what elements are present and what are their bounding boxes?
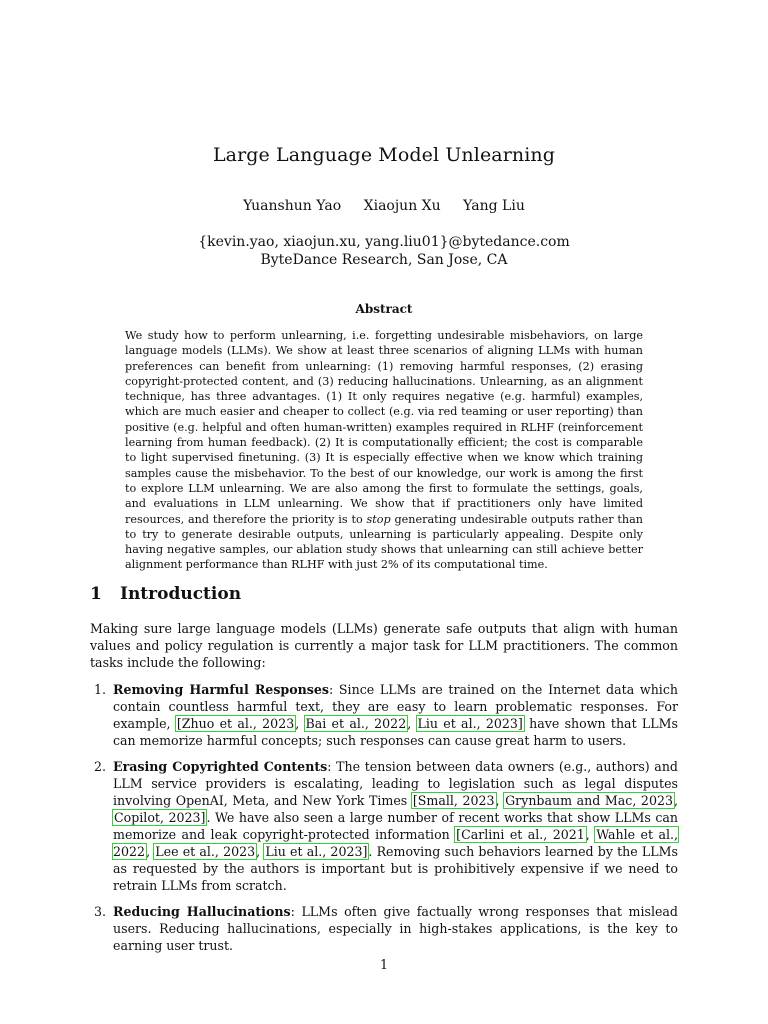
list-item-label: Reducing Hallucinations xyxy=(113,904,291,919)
list-item-label: Removing Harmful Responses xyxy=(113,682,329,697)
author-name: Yuanshun Yao xyxy=(243,198,342,214)
page-number: 1 xyxy=(379,957,388,972)
list-item xyxy=(90,903,678,954)
list-item-number: 1. xyxy=(94,682,107,697)
abstract-text: generating undesirable outputs rather than to try to generate desirable outputs, unlearning is particularly appealing. Despite only having negative samples, our ablation study shows that unlearning can still achieve better alignment performance than RLHF with just 2% of its computational time. xyxy=(125,512,644,572)
list-item xyxy=(90,758,678,894)
citation-separator: , xyxy=(585,827,596,842)
list-item-text: . Removing such behaviors learned by the LLMs as requested by the authors is important but is prohibitively expensive if we need to retrain LLMs from scratch. xyxy=(113,844,678,893)
list-item-number: 3. xyxy=(94,904,107,919)
section-heading xyxy=(90,584,241,604)
citation-link[interactable]: Lee et al., 2023 xyxy=(155,844,256,859)
abstract-emphasis: stop xyxy=(366,512,391,526)
citation-link[interactable]: [Small, 2023 xyxy=(412,793,495,808)
citation-separator: , xyxy=(495,793,505,808)
list-item-text: : LLMs often give factually wrong responses that mislead users. Reducing hallucinations, especially in high-stakes applications, is the key to earning user trust. xyxy=(113,904,678,953)
list-item xyxy=(90,681,678,749)
list-item-text: . We have also seen a large number of recent works that show LLMs can memorize and leak copyright-protected information xyxy=(113,810,678,842)
abstract-text: We study how to perform unlearning, i.e. forgetting undesirable misbehaviors, on large language models (LLMs). We show at least three scenarios of aligning LLMs with human preferences can benefit from unlearning: (1) removing harmful responses, (2) erasing copyright-protected content, and (3) reducing hallucinations. Unlearning, as an alignment technique, has three advantages. (1) It only requires negative (e.g. harmful) examples, which are much easier and cheaper to collect (e.g. via red teaming or user reporting) than positive (e.g. helpful and often human-written) examples required in RLHF (reinforcement learning from human feedback). (2) It is computationally efficient; the cost is comparable to light supervised finetuning. (3) It is especially effective when we know which training samples cause the misbehavior. To the best of our knowledge, our work is among the first to explore LLM unlearning. We are also among the first to formulate the settings, goals, and evaluations in LLM unlearning. We show that if practitioners only have limited resources, and therefore the priority is to xyxy=(125,329,643,526)
paper-title: Large Language Model Unlearning xyxy=(212,144,556,166)
abstract-body xyxy=(125,328,643,573)
list-item-text: : The tension between data owners (e.g., authors) and LLM service providers is escalating, leading to legislation such as legal disputes involving OpenAI, Meta, and New York Times xyxy=(113,759,678,808)
author-name: Yang Liu xyxy=(463,198,525,214)
citation-separator: , xyxy=(146,844,155,859)
abstract-heading: Abstract xyxy=(355,302,413,316)
citation-link[interactable]: Bai et al., 2022 xyxy=(305,716,407,731)
citation-link[interactable]: Copilot, 2023] xyxy=(114,810,206,825)
citation-link[interactable]: Liu et al., 2023] xyxy=(265,844,368,859)
citation-link[interactable]: Wahle et al., 2022 xyxy=(113,827,679,859)
citation-separator: , xyxy=(407,716,417,731)
list-item-label: Erasing Copyrighted Contents xyxy=(113,759,328,774)
citation-link[interactable]: [Carlini et al., 2021 xyxy=(456,827,585,842)
citation-separator: , xyxy=(256,844,265,859)
affiliation: ByteDance Research, San Jose, CA xyxy=(260,252,508,268)
task-list xyxy=(90,681,678,963)
author-list xyxy=(0,198,768,214)
section-title: Introduction xyxy=(120,584,242,604)
section-number: 1 xyxy=(90,584,102,604)
list-item-text: have shown that LLMs can memorize harmful concepts; such responses can cause great harm to users. xyxy=(113,716,678,748)
author-emails: {kevin.yao, xiaojun.xu, yang.liu01}@bytedance.com xyxy=(198,234,570,250)
list-item-text: : Since LLMs are trained on the Internet data which contain countless harmful text, they are easy to learn problematic responses. For example, xyxy=(113,682,678,731)
intro-paragraph: Making sure large language models (LLMs) generate safe outputs that align with human values and policy regulation is currently a major task for LLM practitioners. The common tasks include the following: xyxy=(90,621,678,670)
list-item-number: 2. xyxy=(94,759,107,774)
citation-link[interactable]: Liu et al., 2023] xyxy=(417,716,523,731)
citation-link[interactable]: [Zhuo et al., 2023 xyxy=(176,716,295,731)
citation-separator: , xyxy=(673,793,678,808)
citation-separator: , xyxy=(295,716,305,731)
author-name: Xiaojun Xu xyxy=(363,198,441,214)
citation-link[interactable]: Grynbaum and Mac, 2023 xyxy=(505,793,673,808)
